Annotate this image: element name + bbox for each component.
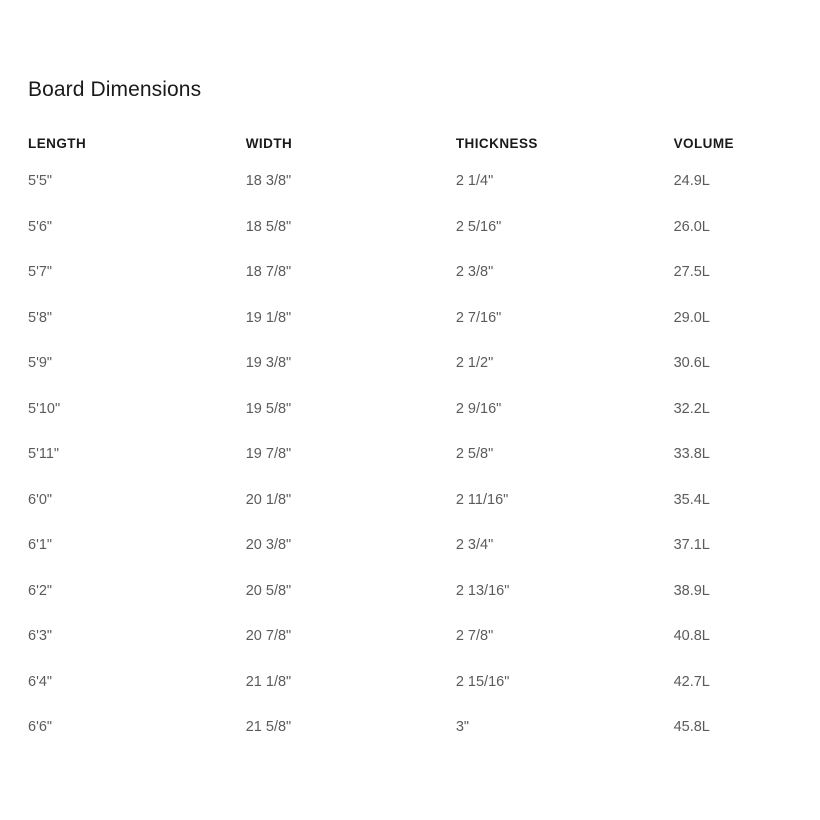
table-row <box>28 401 792 447</box>
cell-volume: 42.7L <box>673 673 710 690</box>
cell-width: 19 1/8" <box>245 309 292 326</box>
table-row <box>28 719 792 765</box>
column-header-volume: VOLUME <box>673 136 735 151</box>
column-header-width: WIDTH <box>245 136 293 151</box>
cell-width: 18 7/8" <box>245 264 292 280</box>
cell-volume: 40.8L <box>673 628 710 644</box>
cell-length: 5'9" <box>28 355 53 371</box>
cell-volume: 27.5L <box>673 264 710 280</box>
table-row <box>28 446 792 492</box>
cell-length: 6'1" <box>28 537 53 553</box>
table-row <box>28 537 792 583</box>
table-body <box>28 173 792 765</box>
cell-width: 21 1/8" <box>245 673 292 690</box>
column-header-thickness: THICKNESS <box>455 136 538 151</box>
cell-thickness: 2 3/4" <box>455 537 494 553</box>
cell-thickness: 2 3/8" <box>455 264 494 280</box>
cell-width: 18 5/8" <box>245 218 292 235</box>
cell-length: 5'8" <box>28 309 53 326</box>
cell-length: 5'6" <box>28 218 53 235</box>
table-row <box>28 355 792 401</box>
cell-volume: 45.8L <box>673 719 710 735</box>
column-header-length: LENGTH <box>28 136 87 151</box>
table-row <box>28 628 792 674</box>
cell-length: 6'2" <box>28 582 53 599</box>
cell-thickness: 2 7/8" <box>455 628 494 644</box>
cell-thickness: 2 7/16" <box>455 309 502 326</box>
page-title: Board Dimensions <box>28 78 202 101</box>
cell-length: 6'4" <box>28 673 53 690</box>
table-header-row <box>28 136 792 173</box>
cell-length: 6'6" <box>28 719 53 735</box>
cell-length: 6'0" <box>28 491 53 508</box>
board-dimensions-table <box>28 136 792 765</box>
cell-volume: 35.4L <box>673 491 710 508</box>
cell-width: 19 3/8" <box>245 355 292 371</box>
table-row <box>28 583 792 629</box>
cell-thickness: 2 1/4" <box>455 173 494 189</box>
table-row <box>28 492 792 538</box>
cell-length: 5'10" <box>28 400 61 417</box>
cell-thickness: 2 1/2" <box>455 355 494 371</box>
cell-volume: 38.9L <box>673 582 710 599</box>
cell-thickness: 3" <box>455 719 470 735</box>
cell-length: 5'5" <box>28 173 53 189</box>
cell-thickness: 2 5/8" <box>455 446 494 462</box>
cell-volume: 32.2L <box>673 400 710 417</box>
cell-volume: 26.0L <box>673 218 710 235</box>
cell-width: 20 5/8" <box>245 582 292 599</box>
cell-length: 6'3" <box>28 628 53 644</box>
cell-thickness: 2 5/16" <box>455 218 502 235</box>
table-row <box>28 310 792 356</box>
cell-width: 21 5/8" <box>245 719 292 735</box>
table-row <box>28 264 792 310</box>
cell-width: 19 7/8" <box>245 446 292 462</box>
cell-volume: 33.8L <box>673 446 710 462</box>
cell-width: 19 5/8" <box>245 400 292 417</box>
cell-length: 5'7" <box>28 264 53 280</box>
cell-volume: 24.9L <box>673 173 710 189</box>
cell-thickness: 2 13/16" <box>455 582 510 599</box>
cell-volume: 37.1L <box>673 537 710 553</box>
cell-width: 20 1/8" <box>245 491 292 508</box>
table-row <box>28 173 792 219</box>
table-row <box>28 674 792 720</box>
cell-width: 18 3/8" <box>245 173 292 189</box>
cell-volume: 30.6L <box>673 355 710 371</box>
table-row <box>28 219 792 265</box>
cell-width: 20 3/8" <box>245 537 292 553</box>
cell-thickness: 2 11/16" <box>455 491 509 508</box>
cell-length: 5'11" <box>28 446 60 462</box>
cell-volume: 29.0L <box>673 309 710 326</box>
table-header <box>28 136 792 173</box>
cell-thickness: 2 9/16" <box>455 400 502 417</box>
cell-width: 20 7/8" <box>245 628 292 644</box>
cell-thickness: 2 15/16" <box>455 673 510 690</box>
